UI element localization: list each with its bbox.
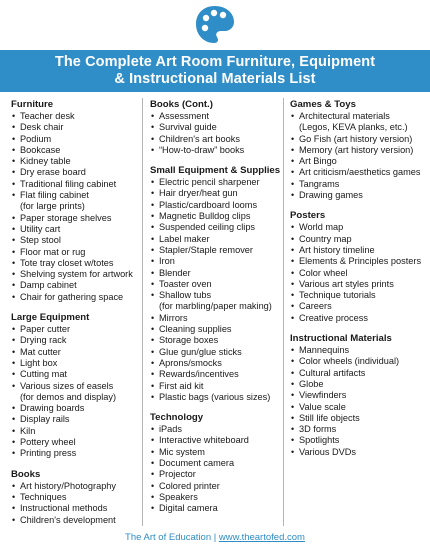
section-title: Books (11, 468, 41, 480)
list-item (150, 134, 285, 145)
list-item-label: Step stool (20, 235, 61, 246)
list-item-label: Drawing games (299, 190, 363, 201)
list-item (11, 111, 139, 122)
list-item (11, 335, 139, 346)
list-item-note: (Legos, KEVA planks, etc.) (299, 122, 408, 133)
palette-logo-icon (194, 4, 236, 46)
list-item (11, 414, 139, 425)
list-item-label: Flat filing cabinet (20, 190, 89, 201)
list-item (290, 222, 426, 233)
list-item-label: Color wheels (individual) (299, 356, 400, 367)
list-item (11, 324, 139, 335)
list-item-label: Dry erase board (20, 167, 86, 178)
list-item (150, 145, 285, 156)
list-item-label: Art criticism/aesthetics games (299, 167, 421, 178)
list-item (290, 145, 426, 156)
list-item-label: Cultural artifacts (299, 367, 366, 378)
list-item (290, 234, 426, 245)
list-item-label: Kidney table (20, 156, 71, 167)
list-item (150, 447, 285, 458)
list-item (290, 379, 426, 390)
list-item (150, 424, 285, 435)
list-item (290, 245, 426, 256)
list-item-label: Value scale (299, 401, 346, 412)
list-item-label: Art Bingo (299, 156, 337, 167)
section-large-equipment (11, 311, 139, 460)
checklist-columns (0, 98, 430, 526)
list-item-label: Cleaning supplies (159, 324, 232, 335)
section-furniture (11, 98, 139, 303)
list-item-label: Plastic bags (various sizes) (159, 391, 271, 402)
section-title: Furniture (11, 99, 54, 110)
title-banner (0, 50, 430, 92)
list-item-label: World map (299, 222, 344, 233)
list-item (11, 481, 139, 492)
list-item-label: Interactive whiteboard (159, 435, 249, 446)
list-item-note: (for large prints) (20, 201, 85, 212)
list-item-label: Art history timeline (299, 244, 375, 255)
footer-separator: | (211, 532, 219, 543)
list-item-label: Hair dryer/heat gun (159, 188, 238, 199)
list-item-label: Podium (20, 133, 52, 144)
list-item (290, 290, 426, 301)
list-item (290, 413, 426, 424)
list-item (290, 167, 426, 178)
list-item-label: Architectural materials (299, 111, 390, 121)
list-item-label: Mic system (159, 446, 205, 457)
list-item (150, 435, 285, 446)
list-item-label: Label maker (159, 233, 210, 244)
list-item-label: Globe (299, 378, 324, 389)
list-item-label: Memory (art history version) (299, 144, 414, 155)
list-item-label: Drying rack (20, 335, 67, 346)
list-item-label: Various art styles prints (299, 278, 394, 289)
list-item (290, 279, 426, 290)
list-item-label: Kiln (20, 425, 36, 436)
list-item (290, 134, 426, 145)
list-item (11, 134, 139, 145)
list-item-label: Mannequins (299, 345, 350, 356)
list-item-label: Mat cutter (20, 346, 61, 357)
section-title: Posters (290, 210, 326, 222)
list-item-label: Various sizes of easels (20, 380, 114, 391)
list-item (290, 390, 426, 401)
list-item (11, 437, 139, 448)
list-item-label: Paper storage shelves (20, 212, 112, 223)
title-line-2: & Instructional Materials List (114, 71, 316, 87)
list-item (290, 402, 426, 413)
list-item-label: Traditional filing cabinet (20, 178, 117, 189)
list-item-label: Utility cart (20, 223, 61, 234)
list-item (11, 145, 139, 156)
list-item-label: Projector (159, 469, 196, 480)
list-item-label: Go Fish (art history version) (299, 133, 413, 144)
list-item (150, 503, 285, 514)
list-item-label: Country map (299, 233, 352, 244)
list-item-label: Electric pencil sharpener (159, 177, 260, 188)
list-item (290, 435, 426, 446)
list-item (11, 280, 139, 291)
list-item-label: Magnetic Bulldog clips (159, 211, 251, 222)
list-item (150, 188, 285, 199)
list-item (150, 256, 285, 267)
list-item-label: Teacher desk (20, 111, 75, 121)
list-item-label: Desk chair (20, 122, 64, 133)
footer (0, 532, 430, 543)
list-item (11, 358, 139, 369)
list-item-label: Toaster oven (159, 278, 212, 289)
list-item-label: Instructional methods (20, 503, 108, 514)
list-item-label: Cutting mat (20, 369, 67, 380)
list-item-label: Creative process (299, 312, 368, 323)
list-item-label: Children's development (20, 514, 116, 525)
section-title: Small Equipment & Supplies (150, 165, 281, 177)
list-item-label: Paper cutter (20, 324, 71, 335)
list-item (290, 447, 426, 458)
list-item-label: First aid kit (159, 380, 204, 391)
list-item (11, 269, 139, 280)
list-item (290, 256, 426, 267)
list-item-label: Light box (20, 357, 58, 368)
section-title: Technology (150, 412, 204, 424)
list-item (150, 324, 285, 335)
list-item (11, 426, 139, 437)
column-3 (290, 98, 426, 466)
list-item-note: (for demos and display) (20, 391, 117, 402)
list-item-label: Floor mat or rug (20, 246, 86, 257)
section-games-toys (290, 98, 426, 201)
list-item (11, 403, 139, 414)
list-item (290, 356, 426, 367)
list-item (11, 492, 139, 503)
list-item (150, 458, 285, 469)
list-item (11, 258, 139, 269)
list-item-label: Printing press (20, 448, 77, 459)
list-item (150, 279, 285, 290)
list-item (150, 111, 285, 122)
section-posters (290, 209, 426, 324)
section-small-equipment-supplies (150, 164, 285, 403)
list-item-label: Colored printer (159, 480, 220, 491)
list-item (290, 424, 426, 435)
list-item-label: Display rails (20, 414, 70, 425)
list-item (150, 234, 285, 245)
list-item-label: Shelving system for artwork (20, 269, 133, 280)
list-item-label: Iron (159, 256, 175, 267)
list-item (150, 222, 285, 233)
list-item (11, 235, 139, 246)
list-item (11, 347, 139, 358)
list-item (150, 200, 285, 211)
list-item-label: Aprons/smocks (159, 357, 222, 368)
section-books (11, 468, 139, 526)
list-item-label: Art history/Photography (20, 480, 117, 491)
list-item (290, 190, 426, 201)
list-item (150, 381, 285, 392)
section-technology (150, 411, 285, 514)
list-item (11, 190, 139, 213)
list-item-label: iPads (159, 424, 182, 435)
footer-url-link[interactable]: www.theartofed.com (218, 532, 305, 543)
list-item-label: Digital camera (159, 503, 218, 514)
list-item (150, 335, 285, 346)
list-item-label: Bookcase (20, 144, 61, 155)
list-item-label: Pottery wheel (20, 437, 76, 448)
list-item (150, 313, 285, 324)
list-item-label: Elements & Principles posters (299, 256, 422, 267)
list-item (150, 369, 285, 380)
list-item-label: Blender (159, 267, 191, 278)
list-item (11, 515, 139, 526)
list-item-label: Spotlights (299, 435, 340, 446)
list-item-label: Viewfinders (299, 390, 347, 401)
list-item-label: Drawing boards (20, 403, 85, 414)
list-item-label: 3D forms (299, 424, 337, 435)
list-item (11, 122, 139, 133)
list-item (11, 213, 139, 224)
list-item-label: Glue gun/glue sticks (159, 346, 242, 357)
list-item-label: Survival guide (159, 122, 217, 133)
list-item (290, 268, 426, 279)
list-item-label: “How-to-draw” books (159, 144, 245, 155)
list-item (11, 381, 139, 404)
list-item-label: Stapler/Staple remover (159, 244, 253, 255)
list-item (150, 211, 285, 222)
list-item-label: Storage boxes (159, 335, 219, 346)
list-item (11, 369, 139, 380)
list-item (290, 179, 426, 190)
list-item (150, 122, 285, 133)
list-item-label: Document camera (159, 458, 235, 469)
list-item (11, 224, 139, 235)
list-item-label: Chair for gathering space (20, 291, 124, 302)
list-item-note: (for marbling/paper making) (159, 301, 272, 312)
list-item (150, 481, 285, 492)
title-line-1: The Complete Art Room Furniture, Equipment (54, 54, 376, 70)
section-title: Games & Toys (290, 99, 356, 110)
list-item-label: Damp cabinet (20, 280, 77, 291)
list-item (11, 167, 139, 178)
list-item-label: Careers (299, 301, 332, 312)
list-item (290, 345, 426, 356)
list-item (150, 268, 285, 279)
list-item (290, 111, 426, 134)
footer-brand: The Art of Education (125, 532, 212, 543)
list-item (290, 313, 426, 324)
list-item-label: Still life objects (299, 412, 360, 423)
list-item-label: Tangrams (299, 178, 340, 189)
list-item (11, 448, 139, 459)
list-item (11, 292, 139, 303)
column-divider (283, 98, 284, 526)
list-item (150, 245, 285, 256)
list-item (290, 301, 426, 312)
list-item (290, 156, 426, 167)
list-item-label: Children's art books (159, 133, 240, 144)
list-item-label: Technique tutorials (299, 290, 376, 301)
list-item (150, 469, 285, 480)
list-item-label: Techniques (20, 491, 67, 502)
list-item-label: Rewards/incentives (159, 369, 239, 380)
section-books-cont (150, 98, 285, 156)
list-item-label: Various DVDs (299, 446, 357, 457)
list-item (150, 392, 285, 403)
column-2 (150, 98, 285, 523)
column-1 (11, 98, 139, 534)
list-item (11, 503, 139, 514)
list-item (150, 347, 285, 358)
list-item-label: Assessment (159, 111, 210, 121)
list-item (150, 492, 285, 503)
list-item (11, 156, 139, 167)
list-item-label: Speakers (159, 491, 198, 502)
list-item-label: Shallow tubs (159, 290, 212, 301)
column-divider (142, 98, 143, 526)
list-item-label: Plastic/cardboard looms (159, 199, 258, 210)
section-title: Books (Cont.) (150, 99, 213, 110)
list-item-label: Color wheel (299, 267, 348, 278)
list-item (150, 177, 285, 188)
section-title: Large Equipment (11, 312, 90, 324)
list-item-label: Suspended ceiling clips (159, 222, 256, 233)
list-item (290, 368, 426, 379)
section-title: Instructional Materials (290, 333, 392, 345)
section-instructional-materials (290, 332, 426, 458)
list-item (11, 247, 139, 258)
list-item-label: Mirrors (159, 312, 188, 323)
list-item (150, 290, 285, 313)
list-item (150, 358, 285, 369)
list-item-label: Tote tray closet w/totes (20, 257, 114, 268)
list-item (11, 179, 139, 190)
